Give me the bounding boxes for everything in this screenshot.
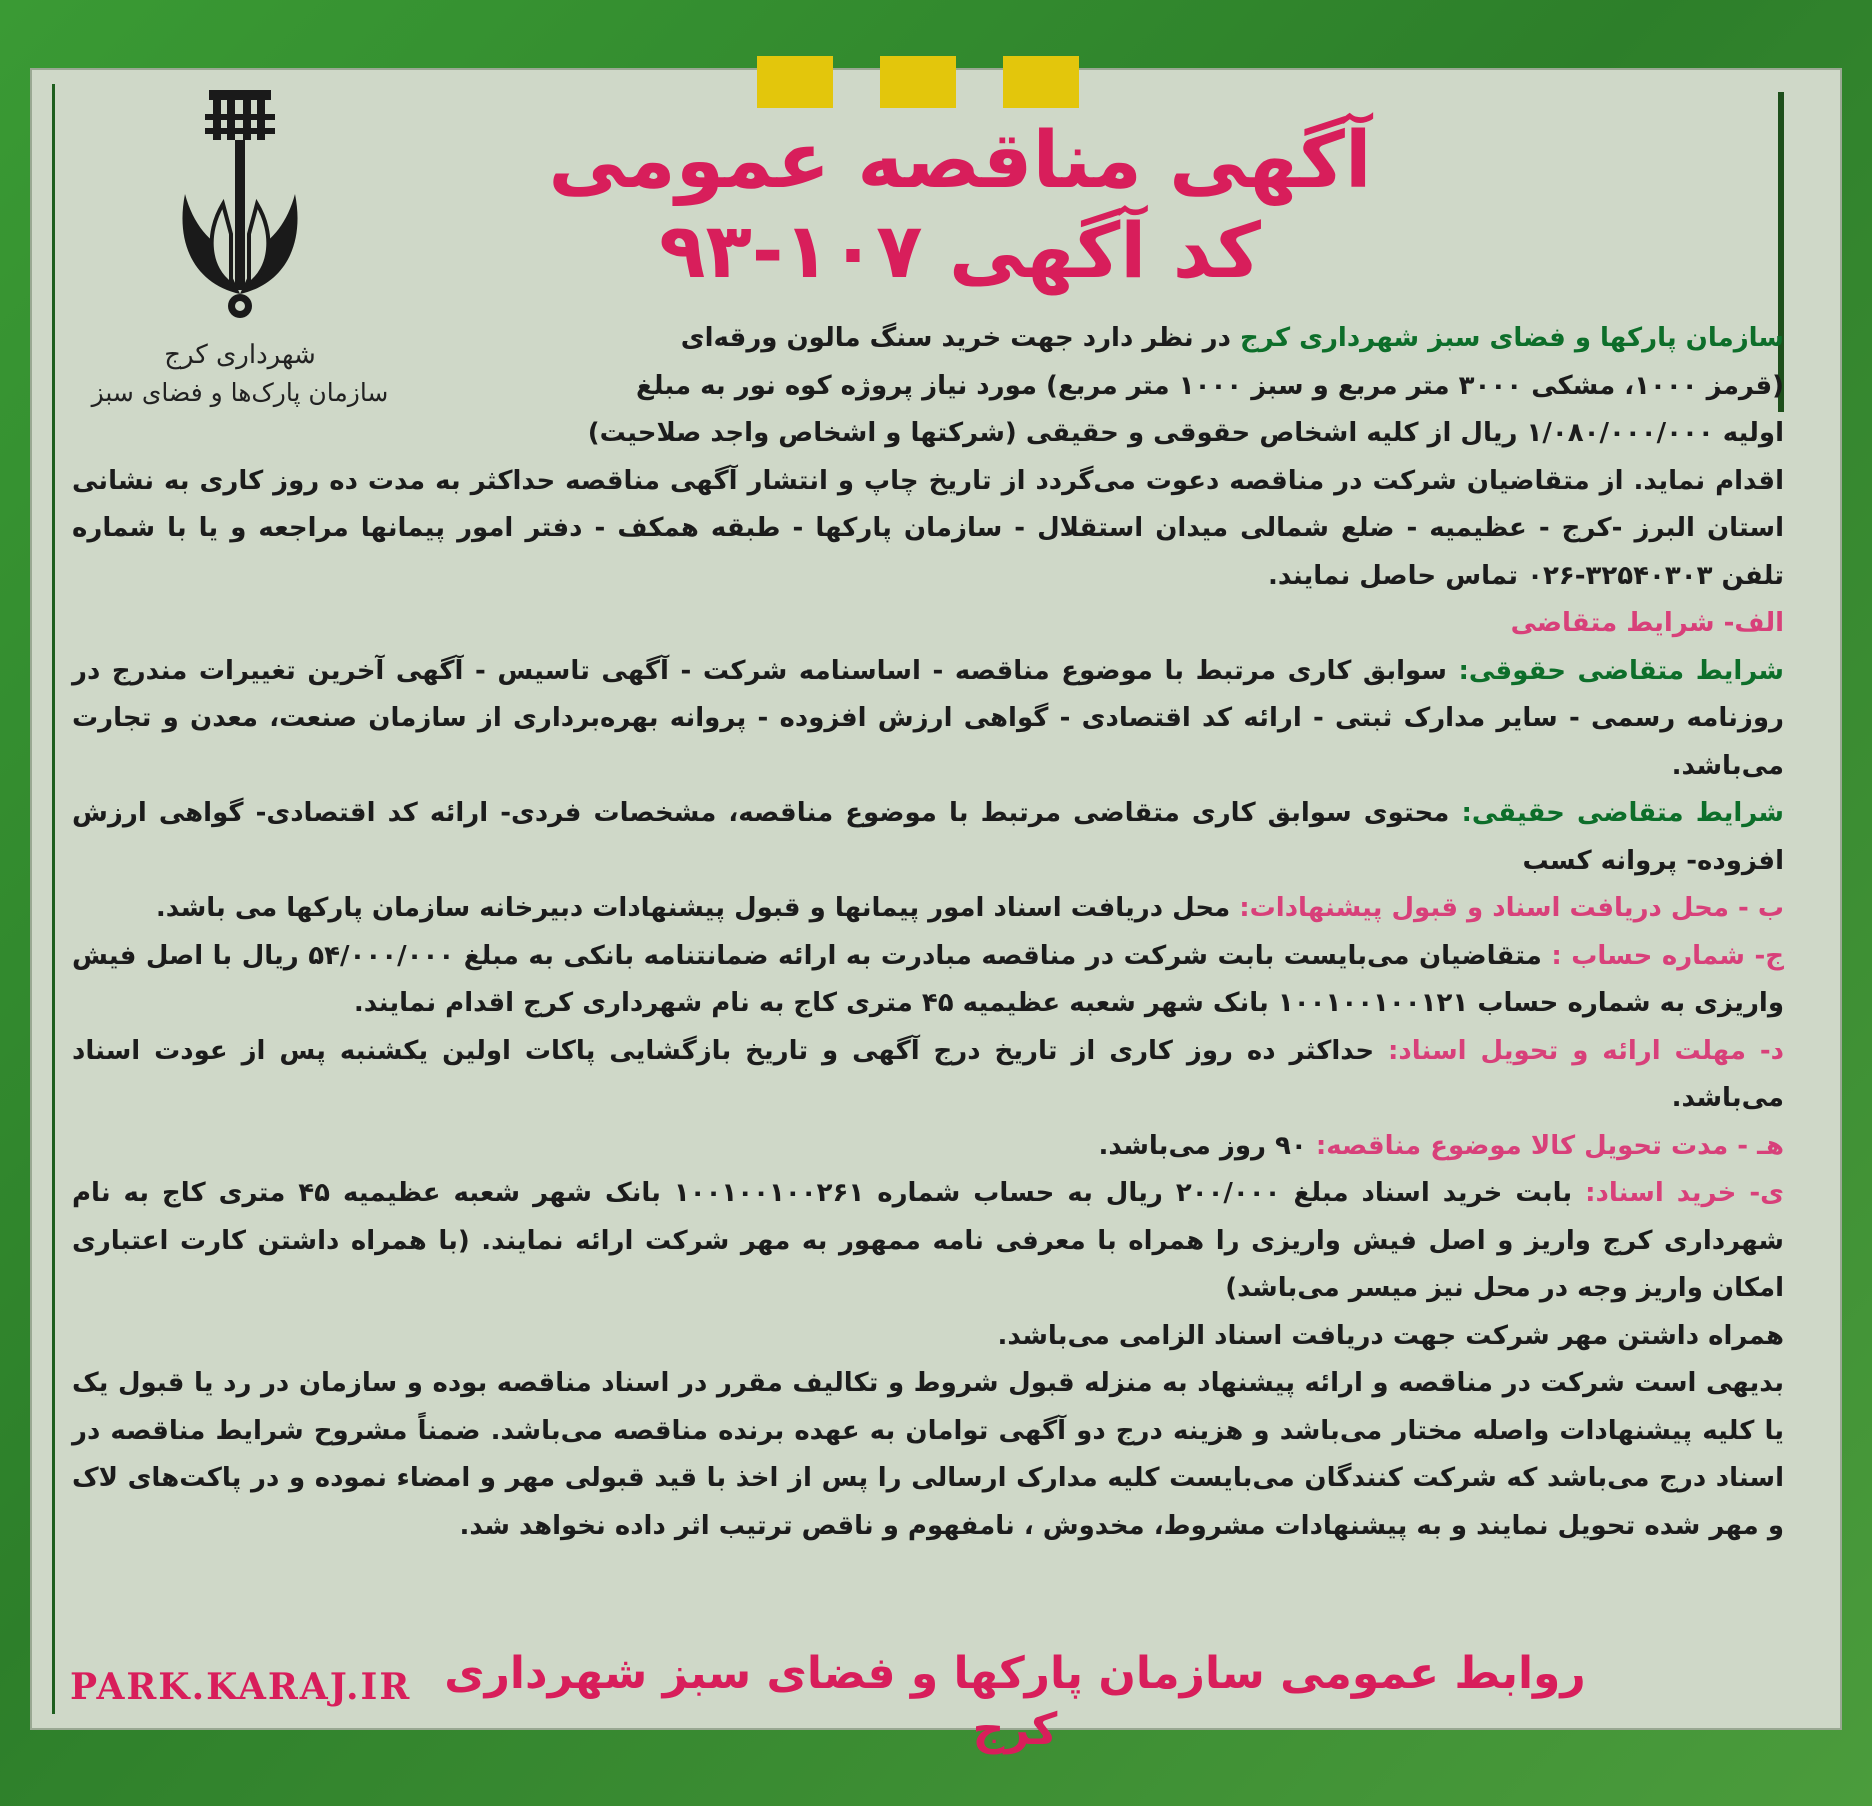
section-f-text: بابت خرید اسناد مبلغ ۲۰۰/۰۰۰ ریال به حساب شماره ۱۰۰۱۰۰۱۰۰۲۶۱ بانک شهر شعبه عظیمیه ۴۵ متری کاج به نام شهرداری کرج واریز و اصل فیش واریزی را همراه با معرفی نامه ممهور به مهر شرکت ارائه نمایند. (با همراه داشتن کارت اعتباری امکان واریز وجه در محل نیز میسر می‌باشد) <box>72 1178 1784 1303</box>
footer-public-relations: روابط عمومی سازمان پارکها و فضای سبز شهرداری کرج <box>444 1648 1586 1755</box>
page-title: آگهی مناقصه عمومی <box>548 116 1372 206</box>
intro-line-4: اقدام نماید. از متقاضیان شرکت در مناقصه دعوت می‌گردد از تاریخ چاپ و انتشار آگهی مناقصه حداکثر به مدت ده روز کاری به نشانی استان البرز -کرج - عظیمیه - ضلع شمالی میدان استقلال - سازمان پارکها - طبقه همکف - دفتر امور پیمانها مراجعه و یا با شماره تلفن ۳۲۵۴۰۳۰۳-۰۲۶ تماس حاصل نمایند. <box>72 465 1784 591</box>
section-d-text: حداکثر ده روز کاری از تاریخ درج آگهی و تاریخ بازگشایی پاکات اولین یکشنبه پس از عودت اسناد می‌باشد. <box>72 1035 1784 1113</box>
section-b-text: محل دریافت اسناد امور پیمانها و قبول پیشنهادات دبیرخانه سازمان پارکها می باشد. <box>155 893 1240 923</box>
footer-website-link[interactable]: PARK.KARAJ.IR <box>70 1666 412 1708</box>
intro-paragraph <box>72 315 1784 363</box>
organization-name: سازمان پارکها و فضای سبز شهرداری کرج <box>1240 323 1784 353</box>
section-e <box>72 1123 1784 1171</box>
advertisement-body <box>72 315 1784 1550</box>
real-conditions-label: شرایط متقاضی حقیقی: <box>1461 798 1784 828</box>
section-e-text: ۹۰ روز می‌باشد. <box>1098 1130 1316 1161</box>
yellow-accent-block <box>1003 56 1079 108</box>
ad-code: کد آگهی ۱۰۷-۹۳ <box>659 206 1261 295</box>
intro-line-1: در نظر دارد جهت خرید سنگ مالون ورقه‌ای <box>680 323 1241 353</box>
logo-caption-municipality: شهرداری کرج <box>164 340 316 370</box>
karaj-municipality-emblem-icon <box>165 84 315 334</box>
section-b-label: ب - محل دریافت اسناد و قبول پیشنهادات: <box>1239 893 1784 923</box>
real-conditions-text: محتوی سوابق کاری متقاضی مرتبط با موضوع مناقصه، مشخصات فردی- ارائه کد اقتصادی- گواهی ارزش افزوده- پروانه کسب <box>72 798 1784 876</box>
section-d-label: د- مهلت ارائه و تحویل اسناد: <box>1388 1035 1785 1066</box>
legal-conditions-text: سوابق کاری مرتبط با موضوع مناقصه - اساسنامه شرکت - آگهی تاسیس - آگهی آخرین تغییرات مندرج در روزنامه رسمی - سایر مدارک ثبتی - ارائه کد اقتصادی - گواهی ارزش افزوده - پروانه بهره‌برداری از سازمان صنعت، معدن و تجارت می‌باشد. <box>72 655 1784 781</box>
section-f <box>72 1170 1784 1313</box>
legal-conditions-label: شرایط متقاضی حقوقی: <box>1458 655 1784 686</box>
section-e-label: هـ - مدت تحویل کالا موضوع مناقصه: <box>1315 1130 1784 1161</box>
intro-line-2: (قرمز ۱۰۰۰، مشکی ۳۰۰۰ متر مربع و سبز ۱۰۰۰ متر مربع) مورد نیاز پروژه کوه نور به مبلغ <box>636 370 1784 401</box>
stamp-note: همراه داشتن مهر شرکت جهت دریافت اسناد الزامی می‌باشد. <box>997 1320 1784 1351</box>
section-f-label: ی- خرید اسناد: <box>1585 1178 1784 1208</box>
section-c-label: ج- شماره حساب : <box>1551 940 1784 971</box>
yellow-accent-block <box>880 56 956 108</box>
section-b <box>72 885 1784 933</box>
section-c-text: متقاضیان می‌بایست بابت شرکت در مناقصه مبادرت به ارائه ضمانتنامه بانکی به مبلغ ۵۴/۰۰۰/۰۰۰ ریال با اصل فیش واریزی به شماره حساب ۱۰۰۱۰۰۱۰۰۱۲۱ بانک شهر شعبه عظیمیه ۴۵ متری کاج به نام شهرداری کرج اقدام نمایند. <box>72 940 1784 1018</box>
section-a-title: الف- شرایط متقاضی <box>1510 608 1784 638</box>
section-c <box>72 933 1784 1028</box>
closing-paragraph: بدیهی است شرکت در مناقصه و ارائه پیشنهاد به منزله قبول شروط و تکالیف مقرر در اسناد مناقصه بوده و سازمان در رد یا قبول یک یا کلیه پیشنهادات واصله مختار می‌باشد و هزینه درج دو آگهی توامان به عهده برنده مناقصه می‌باشد. ضمناً مشروح شرایط مناقصه در اسناد درج می‌باشد که شرکت کنندگان می‌بایست کلیه مدارک ارسالی را پس از اخذ با قید قبولی مهر و امضاء نموده و در پاکت‌های لاک و مهر شده تحویل نمایند و به پیشنهادات مشروط، مخدوش ، نامفهوم و ناقص ترتیب اثر داده نخواهد شد. <box>72 1368 1784 1541</box>
real-conditions <box>72 790 1784 885</box>
section-d <box>72 1028 1784 1123</box>
legal-conditions <box>72 648 1784 791</box>
logo-caption-parks-org: سازمان پارک‌ها و فضای سبز <box>91 378 389 407</box>
intro-line-3: اولیه ۱/۰۸۰/۰۰۰/۰۰۰ ریال از کلیه اشخاص حقوقی و حقیقی (شرکتها و اشخاص واجد صلاحیت) <box>587 418 1784 448</box>
yellow-accent-block <box>757 56 833 108</box>
